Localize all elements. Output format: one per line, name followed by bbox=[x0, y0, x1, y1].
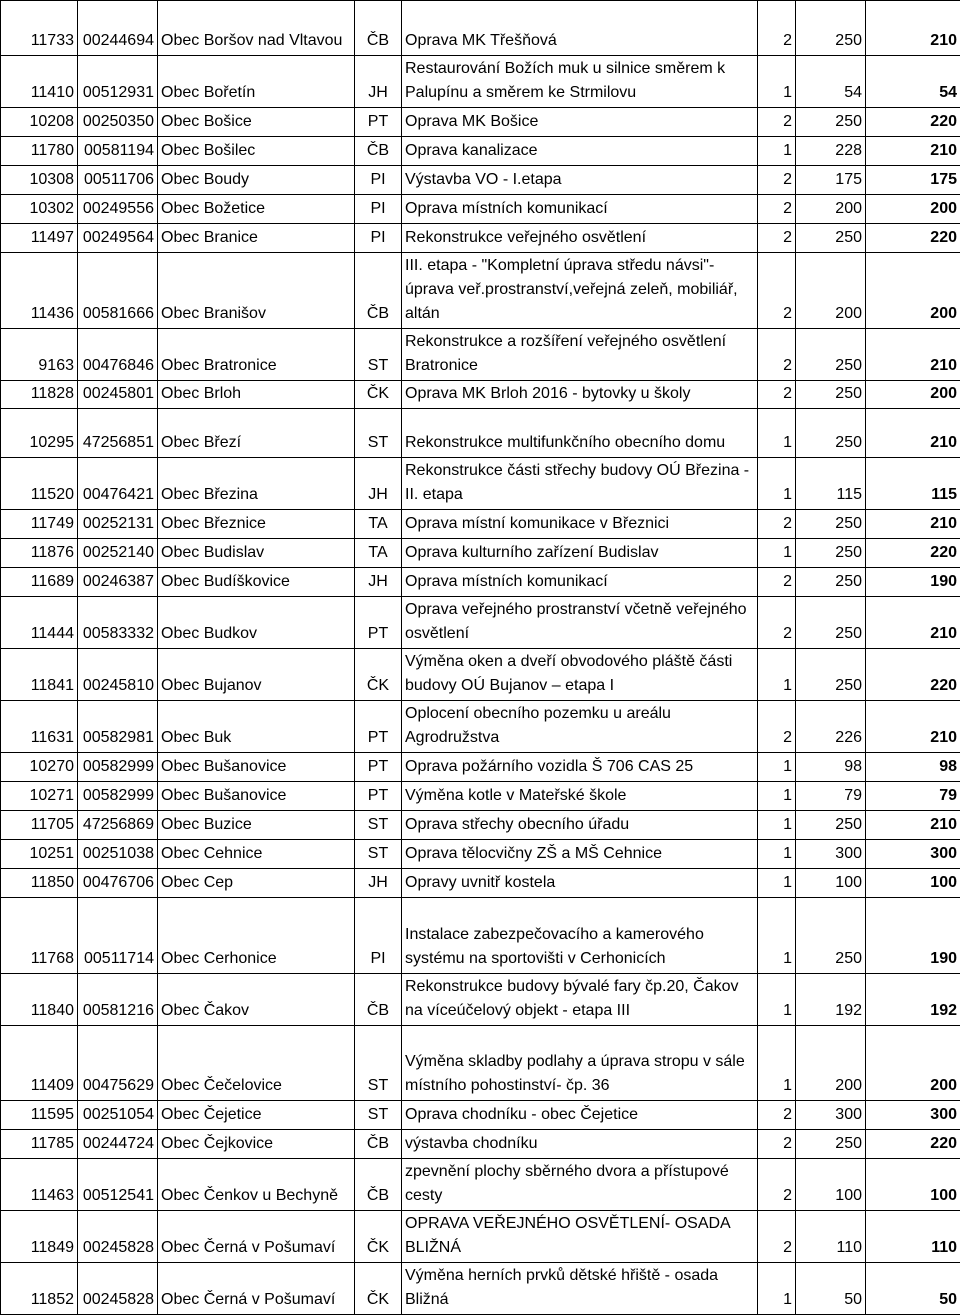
priority-number: 2 bbox=[758, 381, 796, 409]
priority-number: 1 bbox=[758, 409, 796, 458]
row-ico: 00511706 bbox=[78, 166, 158, 195]
table-row bbox=[1, 1159, 960, 1211]
project-description: Oprava MK Bošice bbox=[402, 108, 758, 137]
requested-amount: 300 bbox=[796, 840, 866, 869]
row-id: 11520 bbox=[1, 458, 78, 510]
row-id: 10270 bbox=[1, 753, 78, 782]
priority-number: 1 bbox=[758, 539, 796, 568]
row-id: 11768 bbox=[1, 898, 78, 974]
project-description: Rekonstrukce veřejného osvětlení bbox=[402, 224, 758, 253]
region-code: ČB bbox=[355, 253, 402, 329]
granted-amount: 220 bbox=[866, 108, 960, 137]
row-id: 11631 bbox=[1, 701, 78, 753]
priority-number: 1 bbox=[758, 649, 796, 701]
granted-amount: 192 bbox=[866, 974, 960, 1026]
table-row bbox=[1, 811, 960, 840]
municipality-name: Obec Čenkov u Bechyně bbox=[158, 1159, 355, 1211]
granted-amount: 200 bbox=[866, 253, 960, 329]
granted-amount: 210 bbox=[866, 597, 960, 649]
priority-number: 2 bbox=[758, 701, 796, 753]
row-ico: 00582999 bbox=[78, 753, 158, 782]
granted-amount: 210 bbox=[866, 811, 960, 840]
municipality-name: Obec Budíškovice bbox=[158, 568, 355, 597]
row-ico: 00245828 bbox=[78, 1211, 158, 1263]
priority-number: 2 bbox=[758, 224, 796, 253]
priority-number: 1 bbox=[758, 811, 796, 840]
requested-amount: 100 bbox=[796, 869, 866, 898]
requested-amount: 250 bbox=[796, 898, 866, 974]
municipality-name: Obec Boršov nad Vltavou bbox=[158, 1, 355, 56]
row-id: 11780 bbox=[1, 137, 78, 166]
row-id: 11840 bbox=[1, 974, 78, 1026]
project-description: zpevnění plochy sběrného dvora a přístupové cesty bbox=[402, 1159, 758, 1211]
requested-amount: 250 bbox=[796, 108, 866, 137]
municipality-name: Obec Březnice bbox=[158, 510, 355, 539]
row-ico: 00581194 bbox=[78, 137, 158, 166]
row-ico: 00244694 bbox=[78, 1, 158, 56]
project-description: výstavba chodníku bbox=[402, 1130, 758, 1159]
priority-number: 1 bbox=[758, 898, 796, 974]
region-code: PI bbox=[355, 166, 402, 195]
table-row bbox=[1, 1101, 960, 1130]
table-row bbox=[1, 869, 960, 898]
table-row bbox=[1, 108, 960, 137]
row-id: 11409 bbox=[1, 1026, 78, 1101]
granted-amount: 110 bbox=[866, 1211, 960, 1263]
region-code: JH bbox=[355, 869, 402, 898]
priority-number: 2 bbox=[758, 195, 796, 224]
municipality-name: Obec Brloh bbox=[158, 381, 355, 409]
table-row bbox=[1, 1026, 960, 1101]
row-id: 11733 bbox=[1, 1, 78, 56]
municipality-name: Obec Budkov bbox=[158, 597, 355, 649]
granted-amount: 300 bbox=[866, 840, 960, 869]
project-description: Oprava kanalizace bbox=[402, 137, 758, 166]
project-description: Restaurování Božích muk u silnice směrem k Palupínu a směrem ke Strmilovu bbox=[402, 56, 758, 108]
municipality-name: Obec Bošilec bbox=[158, 137, 355, 166]
table-row bbox=[1, 458, 960, 510]
row-id: 11497 bbox=[1, 224, 78, 253]
municipality-name: Obec Černá v Pošumaví bbox=[158, 1263, 355, 1315]
municipality-name: Obec Cep bbox=[158, 869, 355, 898]
row-id: 10295 bbox=[1, 409, 78, 458]
table-row bbox=[1, 782, 960, 811]
granted-amount: 210 bbox=[866, 329, 960, 381]
project-description: Opravy uvnitř kostela bbox=[402, 869, 758, 898]
region-code: ČB bbox=[355, 1159, 402, 1211]
project-description: Oprava kulturního zařízení Budislav bbox=[402, 539, 758, 568]
municipality-name: Obec Bošice bbox=[158, 108, 355, 137]
region-code: TA bbox=[355, 539, 402, 568]
granted-amount: 220 bbox=[866, 224, 960, 253]
priority-number: 1 bbox=[758, 840, 796, 869]
table-body bbox=[1, 1, 960, 1315]
project-description: Oprava místní komunikace v Březnici bbox=[402, 510, 758, 539]
granted-amount: 100 bbox=[866, 1159, 960, 1211]
municipality-name: Obec Čejetice bbox=[158, 1101, 355, 1130]
priority-number: 1 bbox=[758, 137, 796, 166]
municipality-name: Obec Boudy bbox=[158, 166, 355, 195]
row-ico: 00251038 bbox=[78, 840, 158, 869]
row-ico: 00512541 bbox=[78, 1159, 158, 1211]
row-ico: 00583332 bbox=[78, 597, 158, 649]
table-row bbox=[1, 649, 960, 701]
region-code: PT bbox=[355, 753, 402, 782]
requested-amount: 250 bbox=[796, 811, 866, 840]
region-code: ST bbox=[355, 1026, 402, 1101]
project-description: Výměna oken a dveří obvodového pláště části budovy OÚ Bujanov – etapa I bbox=[402, 649, 758, 701]
region-code: ČB bbox=[355, 1, 402, 56]
priority-number: 2 bbox=[758, 568, 796, 597]
municipality-name: Obec Buzice bbox=[158, 811, 355, 840]
priority-number: 1 bbox=[758, 1263, 796, 1315]
row-id: 11852 bbox=[1, 1263, 78, 1315]
row-ico: 47256851 bbox=[78, 409, 158, 458]
requested-amount: 200 bbox=[796, 1026, 866, 1101]
row-id: 11828 bbox=[1, 381, 78, 409]
granted-amount: 210 bbox=[866, 701, 960, 753]
municipality-name: Obec Branice bbox=[158, 224, 355, 253]
requested-amount: 228 bbox=[796, 137, 866, 166]
priority-number: 1 bbox=[758, 782, 796, 811]
table-row bbox=[1, 898, 960, 974]
table-row bbox=[1, 974, 960, 1026]
granted-amount: 50 bbox=[866, 1263, 960, 1315]
granted-amount: 115 bbox=[866, 458, 960, 510]
project-description: Oprava chodníku - obec Čejetice bbox=[402, 1101, 758, 1130]
region-code: ST bbox=[355, 329, 402, 381]
region-code: PT bbox=[355, 701, 402, 753]
region-code: ČB bbox=[355, 1130, 402, 1159]
granted-amount: 200 bbox=[866, 195, 960, 224]
priority-number: 2 bbox=[758, 1, 796, 56]
granted-amount: 190 bbox=[866, 568, 960, 597]
table-row bbox=[1, 510, 960, 539]
granted-amount: 54 bbox=[866, 56, 960, 108]
row-ico: 00476846 bbox=[78, 329, 158, 381]
table-row bbox=[1, 253, 960, 329]
granted-amount: 210 bbox=[866, 1, 960, 56]
municipality-name: Obec Branišov bbox=[158, 253, 355, 329]
table-row bbox=[1, 195, 960, 224]
region-code: PI bbox=[355, 224, 402, 253]
municipality-name: Obec Buk bbox=[158, 701, 355, 753]
row-id: 11850 bbox=[1, 869, 78, 898]
row-id: 11849 bbox=[1, 1211, 78, 1263]
granted-amount: 200 bbox=[866, 381, 960, 409]
table-row bbox=[1, 568, 960, 597]
row-ico: 00582981 bbox=[78, 701, 158, 753]
municipality-name: Obec Čejkovice bbox=[158, 1130, 355, 1159]
priority-number: 2 bbox=[758, 253, 796, 329]
priority-number: 1 bbox=[758, 753, 796, 782]
priority-number: 1 bbox=[758, 56, 796, 108]
row-id: 11436 bbox=[1, 253, 78, 329]
project-description: Oprava místních komunikací bbox=[402, 195, 758, 224]
priority-number: 2 bbox=[758, 597, 796, 649]
region-code: PI bbox=[355, 195, 402, 224]
granted-amount: 210 bbox=[866, 137, 960, 166]
granted-amount: 190 bbox=[866, 898, 960, 974]
municipality-name: Obec Cehnice bbox=[158, 840, 355, 869]
row-ico: 00582999 bbox=[78, 782, 158, 811]
granted-amount: 79 bbox=[866, 782, 960, 811]
row-ico: 00252140 bbox=[78, 539, 158, 568]
granted-amount: 98 bbox=[866, 753, 960, 782]
table-row bbox=[1, 166, 960, 195]
row-id: 10208 bbox=[1, 108, 78, 137]
row-id: 11444 bbox=[1, 597, 78, 649]
requested-amount: 79 bbox=[796, 782, 866, 811]
row-id: 11876 bbox=[1, 539, 78, 568]
region-code: PT bbox=[355, 782, 402, 811]
municipality-name: Obec Budislav bbox=[158, 539, 355, 568]
project-description: Rekonstrukce a rozšíření veřejného osvětlení Bratronice bbox=[402, 329, 758, 381]
row-ico: 00252131 bbox=[78, 510, 158, 539]
row-id: 10302 bbox=[1, 195, 78, 224]
granted-amount: 210 bbox=[866, 409, 960, 458]
granted-amount: 220 bbox=[866, 649, 960, 701]
requested-amount: 54 bbox=[796, 56, 866, 108]
project-description: Výměna kotle v Mateřské škole bbox=[402, 782, 758, 811]
row-ico: 00476706 bbox=[78, 869, 158, 898]
priority-number: 2 bbox=[758, 108, 796, 137]
project-description: Rekonstrukce budovy bývalé fary čp.20, Čakov na víceúčelový objekt - etapa III bbox=[402, 974, 758, 1026]
requested-amount: 50 bbox=[796, 1263, 866, 1315]
region-code: JH bbox=[355, 568, 402, 597]
requested-amount: 200 bbox=[796, 195, 866, 224]
granted-amount: 300 bbox=[866, 1101, 960, 1130]
requested-amount: 115 bbox=[796, 458, 866, 510]
table-row bbox=[1, 137, 960, 166]
priority-number: 1 bbox=[758, 974, 796, 1026]
table-row bbox=[1, 701, 960, 753]
region-code: ČK bbox=[355, 381, 402, 409]
granted-amount: 100 bbox=[866, 869, 960, 898]
row-id: 9163 bbox=[1, 329, 78, 381]
row-ico: 00250350 bbox=[78, 108, 158, 137]
project-description: Rekonstrukce části střechy budovy OÚ Březina - II. etapa bbox=[402, 458, 758, 510]
row-ico: 00581216 bbox=[78, 974, 158, 1026]
project-description: Oprava MK Brloh 2016 - bytovky u školy bbox=[402, 381, 758, 409]
region-code: ST bbox=[355, 409, 402, 458]
requested-amount: 250 bbox=[796, 510, 866, 539]
table-row bbox=[1, 539, 960, 568]
row-ico: 00245828 bbox=[78, 1263, 158, 1315]
priority-number: 2 bbox=[758, 1211, 796, 1263]
granted-amount: 220 bbox=[866, 539, 960, 568]
priority-number: 2 bbox=[758, 1159, 796, 1211]
municipality-name: Obec Březí bbox=[158, 409, 355, 458]
municipality-name: Obec Bořetín bbox=[158, 56, 355, 108]
priority-number: 1 bbox=[758, 1026, 796, 1101]
priority-number: 1 bbox=[758, 869, 796, 898]
project-description: Oprava požárního vozidla Š 706 CAS 25 bbox=[402, 753, 758, 782]
municipality-name: Obec Bušanovice bbox=[158, 782, 355, 811]
region-code: ST bbox=[355, 840, 402, 869]
region-code: ČK bbox=[355, 649, 402, 701]
municipality-name: Obec Božetice bbox=[158, 195, 355, 224]
project-description: Rekonstrukce multifunkčního obecního domu bbox=[402, 409, 758, 458]
priority-number: 2 bbox=[758, 510, 796, 539]
table-row bbox=[1, 1130, 960, 1159]
requested-amount: 250 bbox=[796, 1, 866, 56]
table-row bbox=[1, 56, 960, 108]
row-id: 11785 bbox=[1, 1130, 78, 1159]
row-id: 11595 bbox=[1, 1101, 78, 1130]
project-description: Výstavba VO - I.etapa bbox=[402, 166, 758, 195]
project-description: Oprava MK Třešňová bbox=[402, 1, 758, 56]
granted-amount: 200 bbox=[866, 1026, 960, 1101]
granted-amount: 210 bbox=[866, 510, 960, 539]
project-description: Oprava tělocvičny ZŠ a MŠ Cehnice bbox=[402, 840, 758, 869]
granted-amount: 220 bbox=[866, 1130, 960, 1159]
row-id: 10251 bbox=[1, 840, 78, 869]
row-id: 10308 bbox=[1, 166, 78, 195]
priority-number: 2 bbox=[758, 1130, 796, 1159]
region-code: ST bbox=[355, 1101, 402, 1130]
region-code: ST bbox=[355, 811, 402, 840]
project-description: Výměna herních prvků dětské hřiště - osada Bližná bbox=[402, 1263, 758, 1315]
municipality-name: Obec Černá v Pošumaví bbox=[158, 1211, 355, 1263]
requested-amount: 250 bbox=[796, 568, 866, 597]
project-description: Instalace zabezpečovacího a kamerového systému na sportovišti v Cerhonicích bbox=[402, 898, 758, 974]
row-id: 11689 bbox=[1, 568, 78, 597]
region-code: ČK bbox=[355, 1211, 402, 1263]
row-ico: 00249564 bbox=[78, 224, 158, 253]
region-code: ČB bbox=[355, 137, 402, 166]
row-id: 11749 bbox=[1, 510, 78, 539]
requested-amount: 226 bbox=[796, 701, 866, 753]
requested-amount: 250 bbox=[796, 1130, 866, 1159]
project-description: Výměna skladby podlahy a úprava stropu v sále místního pohostinství- čp. 36 bbox=[402, 1026, 758, 1101]
project-description: III. etapa - "Kompletní úprava středu návsi"- úprava veř.prostranství,veřejná zeleň, mobiliář, altán bbox=[402, 253, 758, 329]
row-ico: 00244724 bbox=[78, 1130, 158, 1159]
row-id: 11705 bbox=[1, 811, 78, 840]
project-description: Oprava veřejného prostranství včetně veřejného osvětlení bbox=[402, 597, 758, 649]
granted-amount: 175 bbox=[866, 166, 960, 195]
region-code: PI bbox=[355, 898, 402, 974]
row-ico: 00245801 bbox=[78, 381, 158, 409]
region-code: ČB bbox=[355, 974, 402, 1026]
priority-number: 1 bbox=[758, 458, 796, 510]
row-ico: 00512931 bbox=[78, 56, 158, 108]
row-id: 11463 bbox=[1, 1159, 78, 1211]
project-description: Oplocení obecního pozemku u areálu Agrodružstva bbox=[402, 701, 758, 753]
municipality-name: Obec Bujanov bbox=[158, 649, 355, 701]
region-code: JH bbox=[355, 56, 402, 108]
project-description: Oprava místních komunikací bbox=[402, 568, 758, 597]
table-row bbox=[1, 329, 960, 381]
requested-amount: 250 bbox=[796, 539, 866, 568]
region-code: PT bbox=[355, 597, 402, 649]
requested-amount: 250 bbox=[796, 381, 866, 409]
row-ico: 47256869 bbox=[78, 811, 158, 840]
requested-amount: 100 bbox=[796, 1159, 866, 1211]
row-ico: 00251054 bbox=[78, 1101, 158, 1130]
row-ico: 00245810 bbox=[78, 649, 158, 701]
municipality-name: Obec Cerhonice bbox=[158, 898, 355, 974]
region-code: TA bbox=[355, 510, 402, 539]
table-row bbox=[1, 1211, 960, 1263]
requested-amount: 250 bbox=[796, 224, 866, 253]
requested-amount: 110 bbox=[796, 1211, 866, 1263]
region-code: PT bbox=[355, 108, 402, 137]
region-code: ČK bbox=[355, 1263, 402, 1315]
table-row bbox=[1, 840, 960, 869]
municipality-name: Obec Čakov bbox=[158, 974, 355, 1026]
table-row bbox=[1, 224, 960, 253]
row-ico: 00249556 bbox=[78, 195, 158, 224]
row-ico: 00581666 bbox=[78, 253, 158, 329]
priority-number: 2 bbox=[758, 1101, 796, 1130]
requested-amount: 250 bbox=[796, 649, 866, 701]
row-ico: 00511714 bbox=[78, 898, 158, 974]
requested-amount: 250 bbox=[796, 597, 866, 649]
requested-amount: 192 bbox=[796, 974, 866, 1026]
priority-number: 2 bbox=[758, 166, 796, 195]
table-row bbox=[1, 753, 960, 782]
row-id: 11410 bbox=[1, 56, 78, 108]
requested-amount: 250 bbox=[796, 329, 866, 381]
municipality-name: Obec Březina bbox=[158, 458, 355, 510]
municipality-name: Obec Bušanovice bbox=[158, 753, 355, 782]
project-description: OPRAVA VEŘEJNÉHO OSVĚTLENÍ- OSADA BLIŽNÁ bbox=[402, 1211, 758, 1263]
priority-number: 2 bbox=[758, 329, 796, 381]
municipality-name: Obec Čečelovice bbox=[158, 1026, 355, 1101]
region-code: JH bbox=[355, 458, 402, 510]
table-row bbox=[1, 381, 960, 409]
table-row bbox=[1, 1263, 960, 1315]
requested-amount: 300 bbox=[796, 1101, 866, 1130]
requested-amount: 98 bbox=[796, 753, 866, 782]
row-id: 10271 bbox=[1, 782, 78, 811]
row-ico: 00475629 bbox=[78, 1026, 158, 1101]
requested-amount: 175 bbox=[796, 166, 866, 195]
requested-amount: 200 bbox=[796, 253, 866, 329]
municipality-name: Obec Bratronice bbox=[158, 329, 355, 381]
table-row bbox=[1, 597, 960, 649]
requested-amount: 250 bbox=[796, 409, 866, 458]
table-row bbox=[1, 1, 960, 56]
table-row bbox=[1, 409, 960, 458]
row-id: 11841 bbox=[1, 649, 78, 701]
row-ico: 00476421 bbox=[78, 458, 158, 510]
row-ico: 00246387 bbox=[78, 568, 158, 597]
project-description: Oprava střechy obecního úřadu bbox=[402, 811, 758, 840]
